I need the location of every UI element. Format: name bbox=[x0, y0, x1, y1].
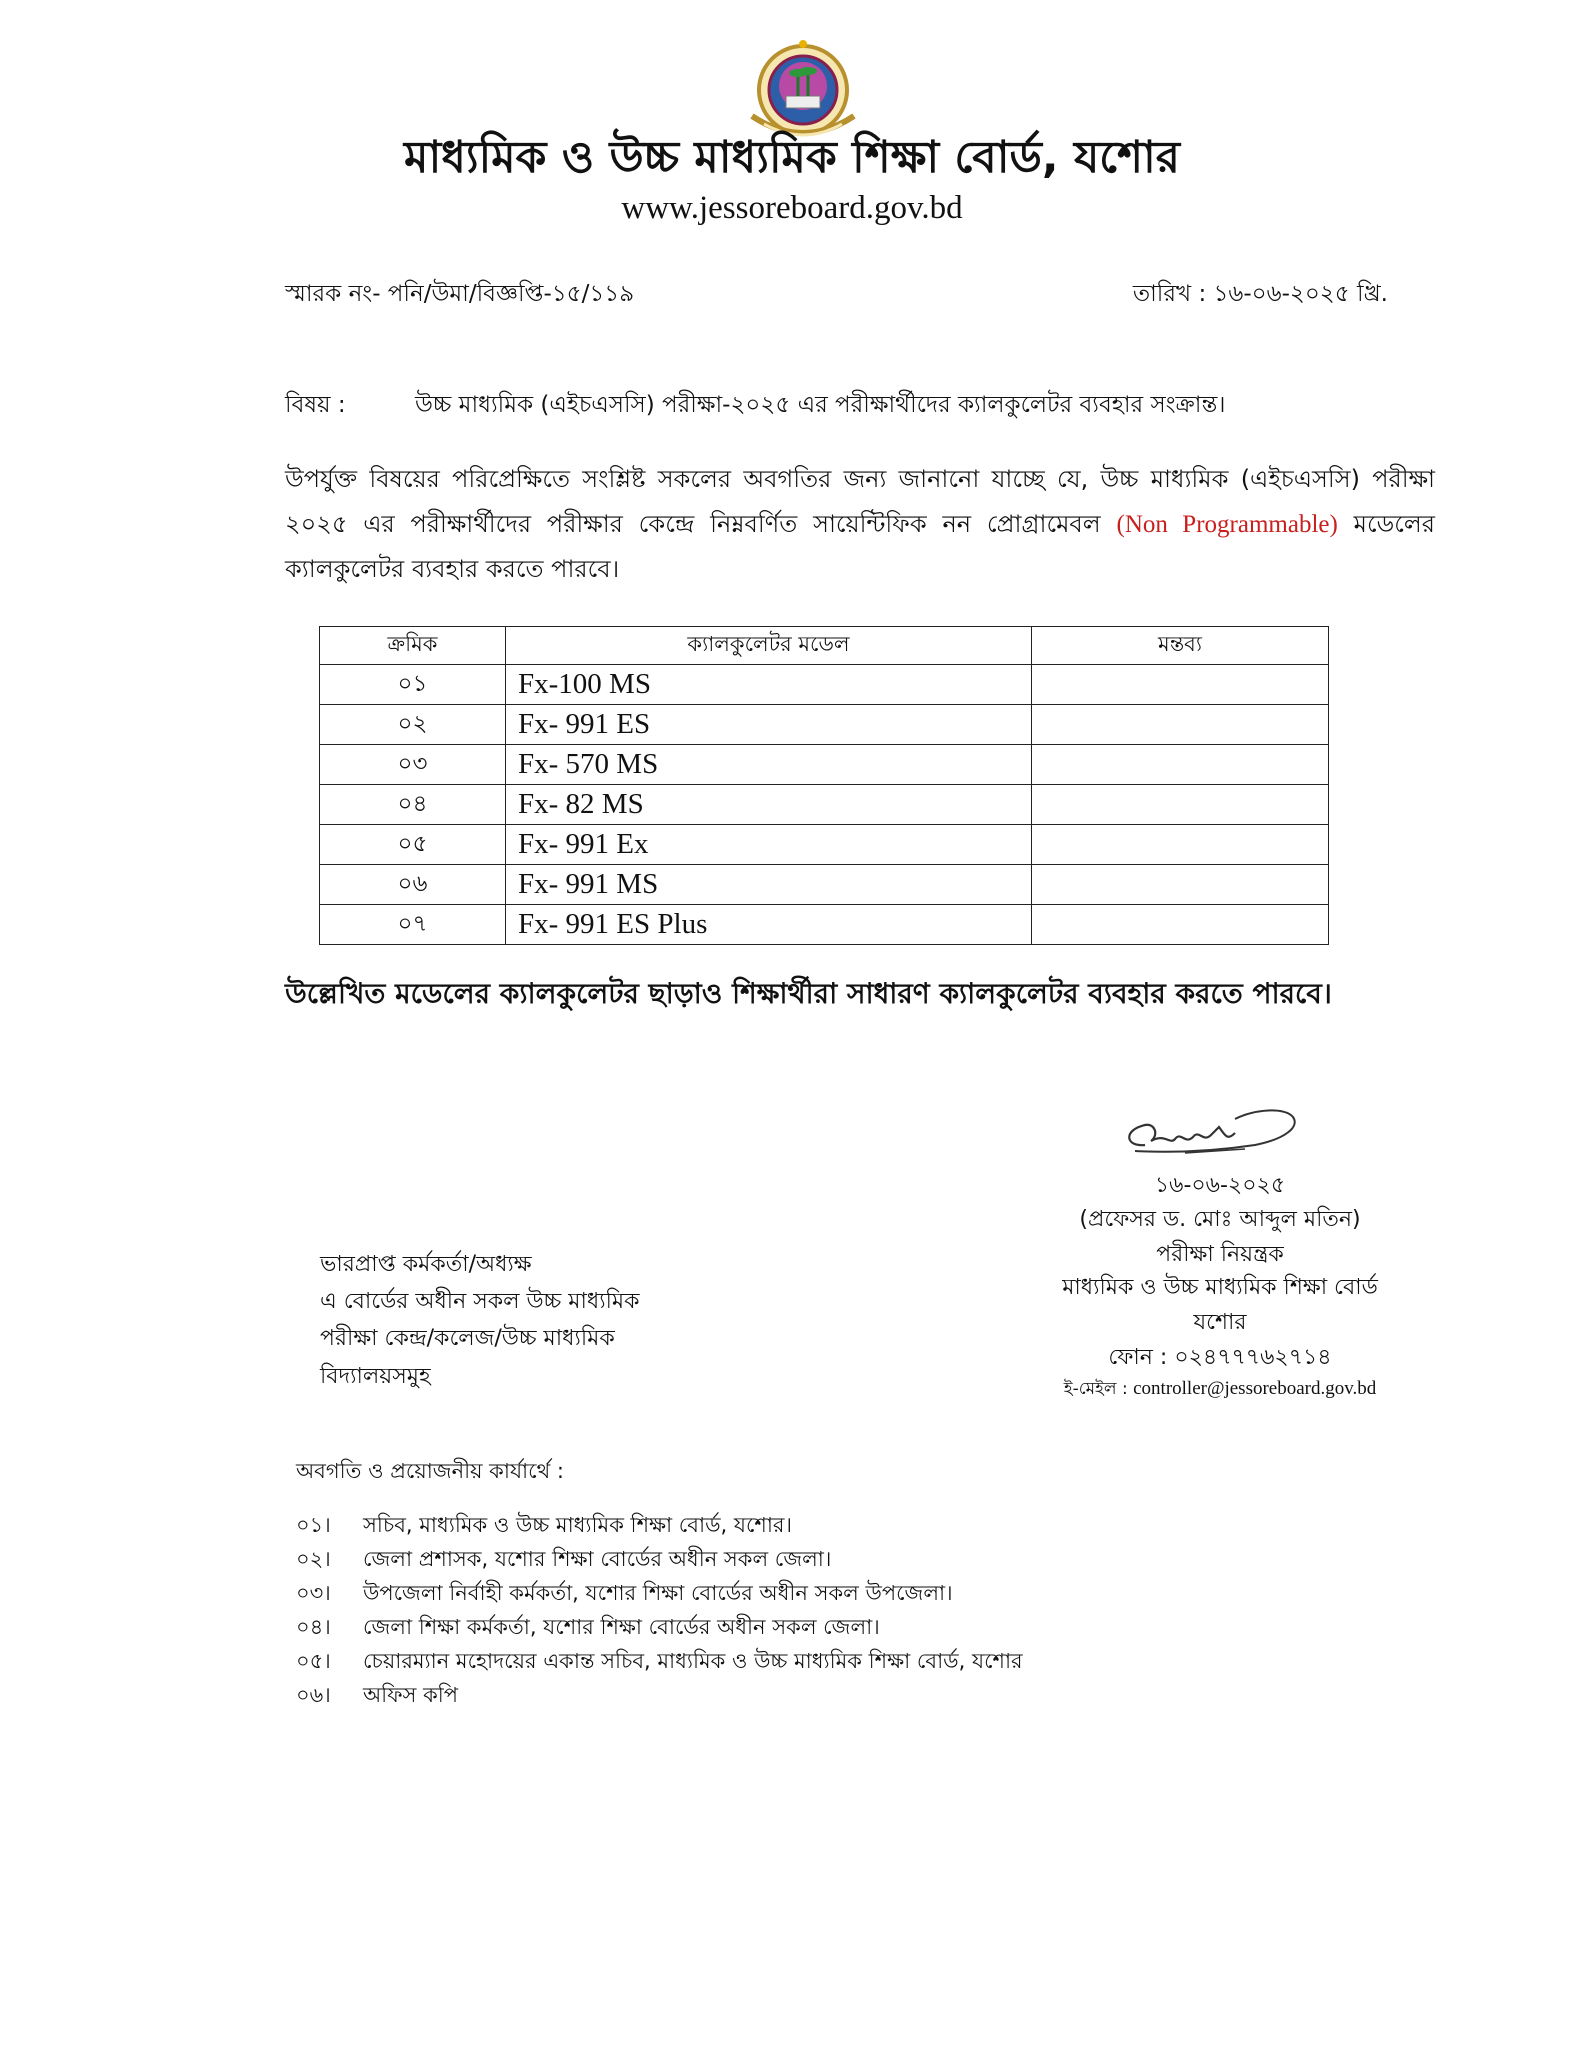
memo-number: স্মারক নং- পনি/উমা/বিজ্ঞপ্তি-১৫/১১৯ bbox=[285, 281, 635, 307]
row-remark bbox=[1032, 905, 1329, 945]
copy-item-number: ০৩। bbox=[296, 1581, 331, 1605]
row-model: Fx-100 MS bbox=[506, 665, 1032, 705]
body-paragraph bbox=[285, 457, 1435, 592]
copy-item-number: ০২। bbox=[296, 1547, 331, 1571]
row-remark bbox=[1032, 665, 1329, 705]
row-remark bbox=[1032, 745, 1329, 785]
copy-item-number: ০১। bbox=[296, 1513, 331, 1537]
copy-item-text: অফিস কপি bbox=[363, 1683, 459, 1707]
row-serial: ০৩ bbox=[320, 745, 506, 785]
table-row bbox=[320, 665, 1329, 705]
recipient-line: পরীক্ষা কেন্দ্র/কলেজ/উচ্চ মাধ্যমিক bbox=[320, 1326, 615, 1351]
subject-label: বিষয় : bbox=[285, 392, 346, 418]
row-serial: ০৬ bbox=[320, 865, 506, 905]
body-part-1: উপর্যুক্ত বিষয়ের পরিপ্রেক্ষিতে সংশ্লিষ্ট সকলের অবগতির জন্য জানানো যাচ্ছে যে, উচ্চ মাধ্যমিক (এইচএসসি) পরীক্ষা ২০২৫ এর পরীক্ষার্থীদের পরীক্ষার কেন্দ্রে নিম্নবর্ণিত সায়েন্টিফিক নন প্রোগ্রামেবল bbox=[285, 465, 1435, 538]
copy-item-text: জেলা প্রশাসক, যশোর শিক্ষা বোর্ডের অধীন সকল জেলা। bbox=[363, 1547, 832, 1571]
row-serial: ০১ bbox=[320, 665, 506, 705]
table-header-row bbox=[320, 627, 1329, 665]
board-title: মাধ্যমিক ও উচ্চ মাধ্যমিক শিক্ষা বোর্ড, যশোর bbox=[404, 132, 1180, 183]
row-serial: ০৭ bbox=[320, 905, 506, 945]
signatory-office: মাধ্যমিক ও উচ্চ মাধ্যমিক শিক্ষা বোর্ড bbox=[1062, 1275, 1378, 1300]
recipient-line: ভারপ্রাপ্ত কর্মকর্তা/অধ্যক্ষ bbox=[320, 1252, 532, 1277]
handwritten-signature bbox=[1115, 1105, 1305, 1165]
table-row bbox=[320, 705, 1329, 745]
row-remark bbox=[1032, 785, 1329, 825]
copy-item-text: সচিব, মাধ্যমিক ও উচ্চ মাধ্যমিক শিক্ষা বোর্ড, যশোর। bbox=[363, 1513, 792, 1537]
row-model: Fx- 991 MS bbox=[506, 865, 1032, 905]
signatory-email-line bbox=[1010, 1376, 1430, 1404]
copy-item-text: চেয়ারম্যান মহোদয়ের একান্ত সচিব, মাধ্যমিক ও উচ্চ মাধ্যমিক শিক্ষা বোর্ড, যশোর bbox=[363, 1649, 1023, 1673]
copy-item-number: ০৫। bbox=[296, 1649, 331, 1673]
signatory-designation: পরীক্ষা নিয়ন্ত্রক bbox=[1156, 1242, 1284, 1267]
email-label: ই-মেইল : bbox=[1063, 1379, 1128, 1399]
row-model: Fx- 82 MS bbox=[506, 785, 1032, 825]
recipient-line: বিদ্যালয়সমুহ bbox=[320, 1364, 431, 1389]
copy-item-number: ০৪। bbox=[296, 1615, 331, 1639]
signatory-city: যশোর bbox=[1193, 1310, 1247, 1335]
body-paren-open: ( bbox=[1116, 511, 1125, 538]
table-row bbox=[320, 785, 1329, 825]
header-model: ক্যালকুলেটর মডেল bbox=[506, 627, 1032, 665]
row-model: Fx- 570 MS bbox=[506, 745, 1032, 785]
table-row bbox=[320, 865, 1329, 905]
recipient-line: এ বোর্ডের অধীন সকল উচ্চ মাধ্যমিক bbox=[320, 1289, 640, 1314]
subject-text: উচ্চ মাধ্যমিক (এইচএসসি) পরীক্ষা-২০২৫ এর পরীক্ষার্থীদের ক্যালকুলেটর ব্যবহার সংক্রান্ত। bbox=[415, 392, 1226, 418]
notice-date: তারিখ : ১৬-০৬-২০২৫ খ্রি. bbox=[1132, 281, 1388, 307]
row-serial: ০৪ bbox=[320, 785, 506, 825]
signatory-date: ১৬-০৬-২০২৫ bbox=[1154, 1173, 1286, 1198]
table-row bbox=[320, 825, 1329, 865]
note-general-calculator: উল্লেখিত মডেলের ক্যালকুলেটর ছাড়াও শিক্ষার্থীরা সাধারণ ক্যালকুলেটর ব্যবহার করতে পারবে। bbox=[285, 977, 1332, 1010]
body-part-2: মডেলের ক্যালকুলেটর ব্যবহার করতে পারবে। bbox=[285, 510, 1435, 583]
table-row bbox=[320, 745, 1329, 785]
signatory-email[interactable]: controller@jessoreboard.gov.bd bbox=[1133, 1378, 1377, 1399]
row-serial: ০২ bbox=[320, 705, 506, 745]
row-remark bbox=[1032, 705, 1329, 745]
copy-item-number: ০৬। bbox=[296, 1683, 331, 1707]
copy-item-text: উপজেলা নির্বাহী কর্মকর্তা, যশোর শিক্ষা বোর্ডের অধীন সকল উপজেলা। bbox=[363, 1581, 953, 1605]
row-remark bbox=[1032, 825, 1329, 865]
signatory-phone: ফোন : ০২৪৭৭৭৬২৭১৪ bbox=[1108, 1345, 1332, 1370]
row-model: Fx- 991 Ex bbox=[506, 825, 1032, 865]
signatory-name: (প্রফেসর ড. মোঃ আব্দুল মতিন) bbox=[1079, 1207, 1361, 1232]
row-model: Fx- 991 ES bbox=[506, 705, 1032, 745]
body-highlight: Non Programmable) bbox=[1124, 511, 1338, 538]
copy-list-title: অবগতি ও প্রয়োজনীয় কার্যার্থে : bbox=[296, 1459, 564, 1483]
row-model: Fx- 991 ES Plus bbox=[506, 905, 1032, 945]
header-serial: ক্রমিক bbox=[320, 627, 506, 665]
calculator-table bbox=[319, 626, 1329, 945]
copy-item-text: জেলা শিক্ষা কর্মকর্তা, যশোর শিক্ষা বোর্ডের অধীন সকল জেলা। bbox=[363, 1615, 880, 1639]
board-website: www.jessoreboard.gov.bd bbox=[621, 190, 963, 226]
row-remark bbox=[1032, 865, 1329, 905]
table-row bbox=[320, 905, 1329, 945]
header-remark: মন্তব্য bbox=[1032, 627, 1329, 665]
row-serial: ০৫ bbox=[320, 825, 506, 865]
